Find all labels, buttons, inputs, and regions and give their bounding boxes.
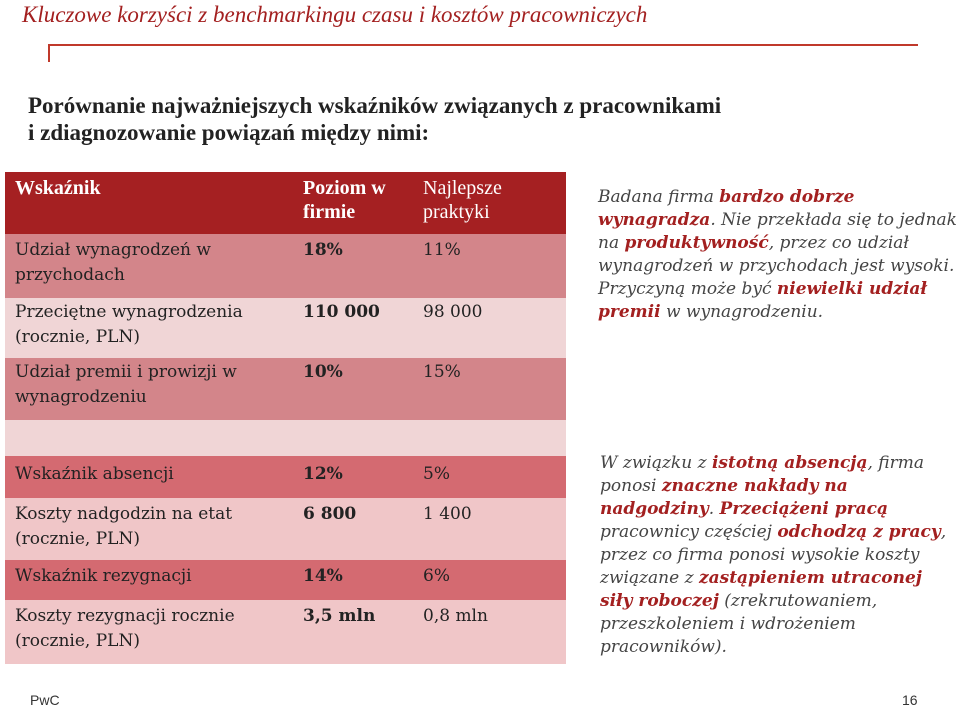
section-heading-line2: i zdiagnozowanie powiązań między nimi: <box>28 120 430 145</box>
row-company-value: 18% <box>293 234 413 298</box>
table-row <box>5 234 566 298</box>
title-underline-tick <box>48 44 50 62</box>
note-text: Badana firma <box>598 187 720 207</box>
row-label: Przeciętne wynagrodzenia (rocznie, PLN) <box>5 298 293 358</box>
page-number: 16 <box>902 692 918 708</box>
note-emphasis: zastąpieniem utraconej siły roboczej <box>600 568 922 611</box>
note-text: , firma ponosi <box>600 453 925 496</box>
title-underline <box>48 44 918 46</box>
note-text: , przez co udział wynagrodzeń w przychodach jest wysoki. Przyczyną może być <box>598 233 955 299</box>
row-best-value: 98 000 <box>413 298 566 358</box>
note-emphasis: istotną absencją <box>711 453 868 473</box>
row-company-value: 12% <box>293 456 413 498</box>
row-company-value: 3,5 mln <box>293 600 413 664</box>
compensation-commentary <box>598 186 960 324</box>
table-row <box>5 600 566 664</box>
header-indicator: Wskaźnik <box>5 172 293 234</box>
note-text: . Nie przekłada się to jednak na <box>598 210 957 253</box>
slide-title: Kluczowe korzyści z benchmarkingu czasu i kosztów pracowniczych <box>22 2 648 27</box>
compensation-table <box>5 172 566 456</box>
spacer-cell <box>293 420 413 456</box>
note-text: w wynagrodzeniu. <box>660 302 824 322</box>
table-header-row <box>5 172 566 234</box>
note-text: , przez co firma ponosi wysokie koszty związane z <box>600 522 947 588</box>
row-label: Udział premii i prowizji w wynagrodzeniu <box>5 358 293 420</box>
note-emphasis: niewielki udział premii <box>598 279 927 322</box>
note-emphasis: znaczne nakłady na nadgodziny <box>600 476 848 519</box>
row-label: Wskaźnik rezygnacji <box>5 560 293 600</box>
note-text: . <box>708 499 720 519</box>
absence-commentary <box>600 452 960 659</box>
section-heading <box>28 92 928 146</box>
row-label: Wskaźnik absencji <box>5 456 293 498</box>
spacer-cell <box>413 420 566 456</box>
table-spacer-row <box>5 420 566 456</box>
note-emphasis: odchodzą z pracy <box>777 522 941 542</box>
header-best-practice: Najlepsze praktyki <box>413 172 566 234</box>
note-emphasis: Przeciążeni pracą <box>719 499 889 519</box>
absence-turnover-table <box>5 456 566 664</box>
note-emphasis: produktywność <box>624 233 769 253</box>
spacer-cell <box>5 420 293 456</box>
note-text: W związku z <box>600 453 712 473</box>
table-row <box>5 560 566 600</box>
row-best-value: 6% <box>413 560 566 600</box>
row-best-value: 1 400 <box>413 498 566 560</box>
row-company-value: 110 000 <box>293 298 413 358</box>
row-label: Udział wynagrodzeń w przychodach <box>5 234 293 298</box>
row-best-value: 11% <box>413 234 566 298</box>
row-company-value: 14% <box>293 560 413 600</box>
note-emphasis: bardzo dobrze wynagradza <box>598 187 855 230</box>
row-best-value: 15% <box>413 358 566 420</box>
row-company-value: 6 800 <box>293 498 413 560</box>
note-text: pracownicy częściej <box>600 522 778 542</box>
row-best-value: 5% <box>413 456 566 498</box>
table-row <box>5 298 566 358</box>
row-label: Koszty nadgodzin na etat (rocznie, PLN) <box>5 498 293 560</box>
section-heading-line1: Porównanie najważniejszych wskaźników związanych z pracownikami <box>28 93 722 118</box>
table-row <box>5 358 566 420</box>
row-label: Koszty rezygnacji rocznie (rocznie, PLN) <box>5 600 293 664</box>
note-text: (zrekrutowaniem, przeszkoleniem i wdrożeniem pracowników). <box>600 591 878 657</box>
row-company-value: 10% <box>293 358 413 420</box>
table-row <box>5 456 566 498</box>
row-best-value: 0,8 mln <box>413 600 566 664</box>
header-company-level: Poziom w firmie <box>293 172 413 234</box>
footer-brand: PwC <box>30 692 60 708</box>
table-row <box>5 498 566 560</box>
